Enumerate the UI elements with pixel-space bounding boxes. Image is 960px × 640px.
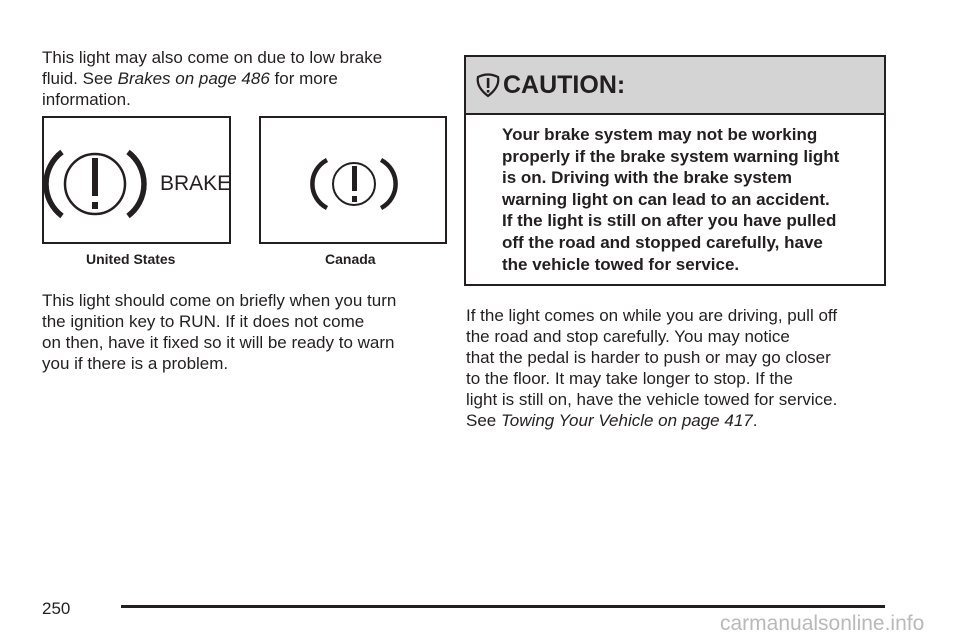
right-paragraph [466,305,837,431]
body-line: on then, have it fixed so it will be ready to warn [42,333,395,352]
caution-line: the vehicle towed for service. [502,254,740,274]
footer-rule [121,605,885,608]
body-paragraph [42,290,396,374]
canada-brake-warning-light [259,116,447,244]
caution-symbol-icon [475,72,501,98]
intro-line: This light may also come on due to low brake [42,48,383,67]
intro-see-text: fluid. See [42,69,113,88]
caution-line: Your brake system may not be working [502,125,818,144]
united-states-caption: United States [86,251,176,267]
caution-line: off the road and stopped carefully, have [502,232,823,252]
towing-reference-link[interactable]: Towing Your Vehicle on page 417 [500,411,753,430]
body-line: the ignition key to RUN. If it does not come [42,312,365,331]
right-line [466,410,837,431]
brake-symbol-text: BRAKE [160,172,232,195]
caution-box [464,55,886,286]
canada-brake-icon [261,118,449,246]
body-line: you if there is a problem. [42,354,229,373]
right-line: the road and stop carefully. You may notice [466,327,790,346]
right-line: light is still on, have the vehicle towed for service. [466,390,838,409]
right-line: to the floor. It may take longer to stop. If the [466,369,793,388]
right-end-punctuation: . [752,411,758,430]
body-line: This light should come on briefly when you turn [42,291,397,310]
caution-line: properly if the brake system warning light [502,146,840,166]
us-brake-warning-light [42,116,231,244]
intro-paragraph [42,47,382,110]
right-line: If the light comes on while you are driving, pull off [466,306,838,325]
caution-line: is on. Driving with the brake system [502,168,793,188]
watermark: carmanualsonline.info [720,612,925,635]
canada-caption: Canada [325,251,376,267]
right-line: that the pedal is harder to push or may go closer [466,348,831,367]
caution-line: If the light is still on after you have pulled [502,211,837,231]
brake-warning-icon [44,118,233,246]
caution-line: warning light on can lead to an accident. [502,189,830,209]
intro-line [42,68,382,89]
caution-header [466,57,884,115]
intro-line: information. [42,90,131,109]
brakes-reference-link[interactable]: Brakes on page 486 [117,69,270,88]
page-number: 250 [42,599,71,618]
right-see-text: See [466,411,497,430]
caution-title: CAUTION: [503,71,626,99]
caution-text [502,124,839,275]
intro-after-ref-text: for more [274,69,338,88]
